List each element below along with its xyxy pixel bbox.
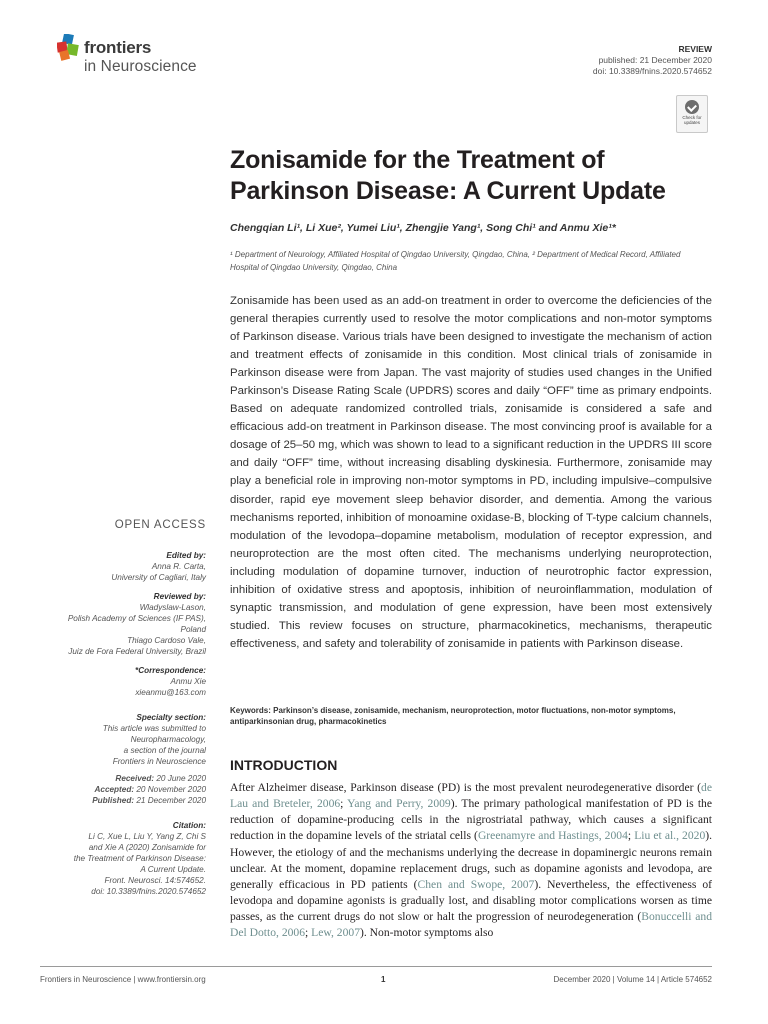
intro-text: ; [340, 797, 348, 811]
check-icon [685, 100, 699, 114]
editor-info [40, 561, 206, 583]
sidebar-line: the Treatment of Parkinson Disease: [73, 854, 206, 863]
sidebar-line: Anmu Xie [170, 677, 206, 686]
intro-text: ). However, the etiology of and the mechanisms underlying the decrease in dopaminergic neurons remain unclear. At the moment, dopamine replacement drugs, such as dopamine agonists and levodopa, are generally efficacious in PD patients ( [230, 829, 713, 891]
affiliations: ¹ Department of Neurology, Affiliated Hospital of Qingdao University, Qingdao, China, ² Department of Medical Record, Affiliated Hospital of Qingdao University, Qingdao, China [230, 250, 681, 272]
keywords: Keywords: Parkinson’s disease, zonisamide, mechanism, neuroprotection, motor fluctuations, non-motor symptoms, antiparkinsonian drug, pharmacokinetics [230, 706, 676, 726]
accepted-date: Accepted: 20 November 2020 [94, 785, 206, 794]
open-access-label: OPEN ACCESS [114, 519, 206, 531]
reviewer-info [40, 602, 206, 657]
intro-text: ). Non-motor symptoms also [360, 926, 494, 940]
citation-label: Citation: [172, 821, 206, 830]
article-type: REVIEW [678, 44, 712, 54]
citation-link[interactable]: Bonuccelli and Del Dotto, 2006 [230, 910, 712, 940]
sidebar-line: Li C, Xue L, Liu Y, Yang Z, Chi S [88, 832, 206, 841]
author-list: Chengqian Li¹, Li Xue², Yumei Liu¹, Zhengjie Yang¹, Song Chi¹ and Anmu Xie¹* [230, 222, 616, 234]
frontiers-logo-icon [57, 34, 81, 62]
correspondence-info[interactable] [40, 676, 206, 698]
footer-divider [40, 966, 712, 967]
intro-text: ; [305, 926, 312, 940]
sidebar-line: doi: 10.3389/fnins.2020.574652 [91, 887, 206, 896]
sidebar-line: Poland [180, 625, 206, 634]
edited-by-label: Edited by: [166, 551, 206, 560]
published-date: published: 21 December 2020 [598, 55, 712, 65]
introduction-body [230, 780, 712, 942]
article-info-sidebar [40, 520, 206, 897]
correspondence-label: *Correspondence: [135, 666, 206, 675]
sidebar-line: Neuropharmacology, [130, 735, 206, 744]
sidebar-line: Frontiers in Neuroscience [112, 757, 206, 766]
citation-info [40, 831, 206, 897]
specialty-section-label: Specialty section: [136, 713, 206, 722]
sidebar-line: and Xie A (2020) Zonisamide for [88, 843, 206, 852]
sidebar-line: Anna R. Carta, [151, 562, 206, 571]
check-for-updates-button[interactable] [676, 95, 708, 133]
sidebar-line: Wladyslaw-Lason, [139, 603, 206, 612]
sidebar-line: Juiz de Fora Federal University, Brazil [68, 647, 206, 656]
published-date-sidebar: Published: 21 December 2020 [92, 796, 206, 805]
sidebar-line: Thiago Cardoso Vale, [127, 636, 206, 645]
citation-link[interactable]: Greenamyre and Hastings, 2004 [477, 829, 628, 843]
citation-link[interactable]: de Lau and Breteler, 2006 [230, 781, 712, 811]
reviewed-by-label: Reviewed by: [153, 592, 206, 601]
sidebar-line: A Current Update. [140, 865, 206, 874]
page-number: 1 [381, 975, 386, 984]
citation-link[interactable]: Yang and Perry, 2009 [347, 797, 451, 811]
footer-journal-link[interactable]: Frontiers in Neuroscience | www.frontiersin.org [40, 975, 206, 984]
journal-logo[interactable] [57, 34, 227, 78]
intro-text: ). The primary pathological manifestation of PD is the reduction of dopamine-producing cells in the nigrostriatal pathway, which causes a significant reduction in the dopamine levels of the striatal cells ( [230, 797, 712, 843]
received-date: Received: 20 June 2020 [115, 774, 206, 783]
sidebar-line: xieanmu@163.com [135, 688, 206, 697]
sidebar-line: University of Cagliari, Italy [111, 573, 206, 582]
citation-link[interactable]: Lew, 2007 [311, 926, 360, 940]
intro-text: ). Nevertheless, the effectiveness of levodopa and dopamine agonists is gradually lost, and disabling motor complications worsen as time passes, as the current drugs do not slow or halt the progression of neurodegeneration ( [230, 877, 712, 924]
section-heading-introduction: INTRODUCTION [230, 757, 338, 773]
intro-text: After Alzheimer disease, Parkinson disease (PD) is the most prevalent neurodegenerative disorder ( [230, 781, 702, 794]
doi-link[interactable]: doi: 10.3389/fnins.2020.574652 [592, 66, 712, 76]
article-meta [593, 44, 712, 77]
journal-brand: frontiers [84, 38, 152, 57]
check-for-updates-label: Check for updates [682, 115, 702, 125]
citation-link[interactable]: Chen and Swope, 2007 [417, 877, 535, 891]
citation-link[interactable]: Liu et al., 2020 [634, 829, 706, 843]
journal-name: in Neuroscience [84, 58, 197, 75]
sidebar-line: Front. Neurosci. 14:574652. [104, 876, 206, 885]
article-title: Zonisamide for the Treatment of Parkinson Disease: A Current Update [230, 146, 666, 205]
footer-issue-info: December 2020 | Volume 14 | Article 574652 [553, 975, 712, 984]
specialty-section-info [40, 723, 206, 767]
sidebar-line: Polish Academy of Sciences (IF PAS), [67, 614, 206, 623]
sidebar-line: a section of the journal [123, 746, 206, 755]
sidebar-line: This article was submitted to [102, 724, 206, 733]
abstract: Zonisamide has been used as an add-on treatment in order to overcome the deficiencies of the general therapies currently used to resolve the motor complications and non-motor symptoms of Parkinson disease. Various trials have been designed to investigate the mechanism of action and treatment effects of zonisamide in this condition. Most clinical trials of zonisamide in Parkinson disease were from Japan. The vast majority of studies used changes in the Unified Parkinson’s Disease Rating Scale (UPDRS) scores and daily “OFF” time as primary endpoints. Based on adequate randomized controlled trials, zonisamide is considered a safe and efficacious add-on treatment in Parkinson disease. The most convincing proof is available for a dosage of 25–50 mg, which was shown to lead to a significant reduction in the UPDRS III score and daily “OFF” time, without increasing disabling dyskinesia. Furthermore, zonisamide may play a beneficial role in improving non-motor symptoms in PD, including impulsive–compulsive disorder, rapid eye movement sleep behavior disorder, and dementia. Among the various mechanisms reported, inhibition of monoamine oxidase-B, blocking of T-type calcium channels, modulation of the levodopa–dopamine metabolism, modulation of receptor expression, and neuroprotection are the most often cited. The mechanisms underlying neuroprotection, including modulation of dopamine turnover, induction of neurotrophic factor expression, inhibition of oxidative stress and apoptosis, inhibition of neuroinflammation, modulation of synaptic transmission, and modulation of gene expression, have been most extensively studied. This review focuses on structure, pharmacokinetics, mechanisms, therapeutic effectiveness, and safety and tolerability of zonisamide in patients with Parkinson disease. [230, 295, 712, 650]
intro-text: ; [627, 829, 635, 843]
